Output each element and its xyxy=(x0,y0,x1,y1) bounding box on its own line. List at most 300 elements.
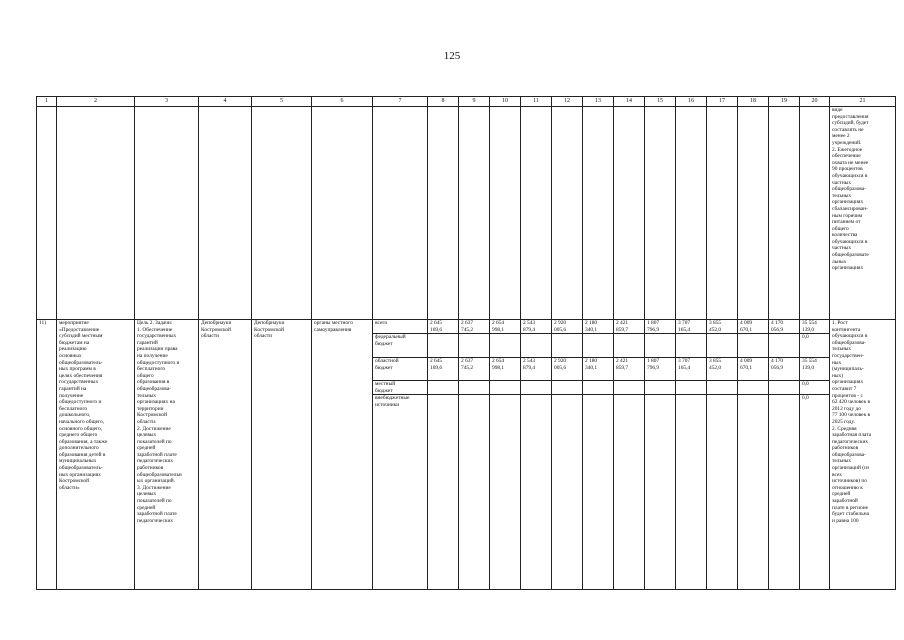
funding-source-label-line: федеральный xyxy=(375,334,406,341)
continuation-result-cell-line: охвата не менее xyxy=(832,159,869,166)
expected-results-cell-line: ных) xyxy=(832,372,843,379)
funding-value-cell xyxy=(676,334,707,358)
continuation-result-cell-line: количества xyxy=(832,232,858,239)
funding-value-cell-line: 879,4 xyxy=(523,326,536,333)
goals-cell-line: 1. Обеспечение xyxy=(137,326,173,333)
funding-value-cell xyxy=(521,358,552,381)
funding-value-cell xyxy=(614,358,645,381)
funding-value-cell xyxy=(428,395,459,590)
header-cell: 2 xyxy=(57,97,135,107)
goals-cell-line: общедоступного и xyxy=(137,359,180,366)
empty-cell xyxy=(521,107,552,320)
empty-cell xyxy=(199,107,252,320)
header-cell: 17 xyxy=(707,97,738,107)
empty-cell xyxy=(552,107,583,320)
empty-cell xyxy=(676,107,707,320)
co-executor-cell-line: Костромской xyxy=(254,326,284,333)
funding-value-cell xyxy=(490,381,521,395)
funding-value-cell xyxy=(614,395,645,590)
goals-cell-line: заработной плате xyxy=(137,511,177,518)
header-cell: 4 xyxy=(199,97,252,107)
continuation-result-cell-line: 2. Ежегодное xyxy=(832,146,863,153)
goals-cell-line: работников xyxy=(137,465,164,472)
funding-value-cell xyxy=(552,358,583,381)
funding-value-cell xyxy=(428,358,459,381)
funding-value-cell-line: 340,1 xyxy=(585,326,598,333)
funding-value-cell xyxy=(800,395,830,590)
goals-cell-line: показателей по xyxy=(137,438,172,445)
funding-source-label-line: местный xyxy=(375,381,396,388)
funding-value-cell xyxy=(645,381,676,395)
funding-value-cell-line: 998,1 xyxy=(492,326,505,333)
expected-results-cell-line: и равна 100 xyxy=(832,517,859,524)
funding-value-cell xyxy=(552,320,583,334)
measure-name-cell-line: основных xyxy=(59,352,82,359)
funding-value-cell xyxy=(521,395,552,590)
continuation-result-cell-line: сбалансирован- xyxy=(832,205,868,212)
participants-cell xyxy=(312,320,373,590)
expected-results-cell-line: ных xyxy=(832,359,842,366)
continuation-result-cell-line: частных xyxy=(832,179,852,186)
funding-value-cell xyxy=(800,358,830,381)
funding-value-cell-line: 340,1 xyxy=(585,364,598,371)
funding-value-cell xyxy=(645,358,676,381)
funding-value-cell-line: 005,6 xyxy=(554,364,567,371)
goals-cell-line: показателей по xyxy=(137,498,172,505)
goals-cell-line: средней xyxy=(137,445,156,452)
funding-value-cell xyxy=(459,395,490,590)
funding-value-cell-line: 0,0 xyxy=(802,395,809,402)
header-cell: 7 xyxy=(373,97,428,107)
continuation-result-cell-line: питанием от xyxy=(832,219,861,226)
header-cell: 19 xyxy=(769,97,800,107)
funding-value-cell-line: 2 654 xyxy=(492,320,505,326)
funding-value-cell-line: 169,6 xyxy=(430,326,443,333)
responsible-executor-cell-line: области xyxy=(201,333,220,340)
goals-cell-line: заработной плате xyxy=(137,451,177,458)
continuation-row xyxy=(37,107,896,320)
funding-source-label-line: бюджет xyxy=(375,387,393,394)
funding-value-cell xyxy=(521,334,552,358)
expected-results-cell-line: процентов - с xyxy=(832,392,863,399)
empty-cell xyxy=(459,107,490,320)
continuation-result-cell xyxy=(830,107,896,320)
funding-value-cell xyxy=(800,381,830,395)
measure-name-cell-line: реализацию xyxy=(59,346,87,353)
funding-value-cell xyxy=(769,395,800,590)
expected-results-cell-line: 77 100 человек в xyxy=(832,412,871,419)
header-cell: 13 xyxy=(583,97,614,107)
header-cell: 1 xyxy=(37,97,57,107)
funding-source-label-line: источники xyxy=(375,401,400,408)
goals-cell-line: ых организаций. xyxy=(137,478,175,485)
expected-results-cell-line: государствен- xyxy=(832,352,864,359)
funding-value-cell-line: 1 807 xyxy=(647,358,660,365)
expected-results-cell-line: тельных xyxy=(832,458,852,465)
funding-value-cell xyxy=(707,358,738,381)
header-cell: 5 xyxy=(252,97,312,107)
continuation-result-cell-line: обеспечение xyxy=(832,153,861,160)
expected-results-cell-line: отношению к xyxy=(832,484,863,491)
funding-value-cell xyxy=(738,334,769,358)
empty-cell xyxy=(135,107,199,320)
expected-results-cell-line: (муниципаль- xyxy=(832,366,864,373)
funding-value-cell xyxy=(614,381,645,395)
expected-results-cell-line: 2. Средняя xyxy=(832,425,857,432)
funding-source-label xyxy=(373,320,428,334)
goals-cell-line: организациях на xyxy=(137,399,175,406)
funding-value-cell xyxy=(459,334,490,358)
funding-value-cell-line: 3 707 xyxy=(678,320,691,326)
co-executor-cell-line: области xyxy=(254,333,273,340)
goals-cell-line: области. xyxy=(137,418,157,425)
empty-cell xyxy=(583,107,614,320)
funding-value-cell-line: 998,1 xyxy=(492,364,505,371)
goals-cell-line: бесплатного xyxy=(137,366,166,373)
measure-name-cell-line: муниципальных xyxy=(59,458,97,465)
funding-value-cell xyxy=(676,395,707,590)
responsible-executor-cell-line: Костромской xyxy=(201,326,231,333)
empty-cell xyxy=(614,107,645,320)
continuation-result-cell-line: учреждений. xyxy=(832,139,862,146)
expected-results-cell-line: общеобразова- xyxy=(832,451,866,458)
measure-name-cell-line: Костромской xyxy=(59,478,89,485)
measure-name-cell-line: общедоступного и xyxy=(59,399,102,406)
funding-value-cell xyxy=(645,334,676,358)
funding-source-label-line: бюджет xyxy=(375,340,393,347)
funding-row xyxy=(37,320,896,334)
funding-value-cell-line: 0,0 xyxy=(802,334,809,341)
funding-value-cell-line: 670,1 xyxy=(740,364,753,371)
header-cell: 21 xyxy=(830,97,896,107)
participants-cell-line: самоуправления xyxy=(314,326,352,333)
expected-results-cell-line: педагогических xyxy=(832,438,869,445)
measure-name-cell-line: бесплатного xyxy=(59,405,88,412)
continuation-result-cell-line: общеобразовате xyxy=(832,252,869,259)
funding-value-cell xyxy=(738,381,769,395)
measure-name-cell-line: начального общего, xyxy=(59,418,105,425)
funding-value-cell-line: 2 180 xyxy=(585,358,598,365)
header-cell: 3 xyxy=(135,97,199,107)
expected-results-cell-line: заработной xyxy=(832,498,858,505)
goals-cell-line: педагогических xyxy=(137,458,174,465)
funding-value-cell xyxy=(738,320,769,334)
expected-results-cell-line: контингента xyxy=(832,326,861,333)
continuation-result-cell-line: тельных xyxy=(832,192,852,199)
funding-value-cell xyxy=(707,395,738,590)
funding-value-cell-line: 2 920 xyxy=(554,358,567,365)
funding-value-cell xyxy=(459,358,490,381)
funding-value-cell xyxy=(676,381,707,395)
goals-cell-line: целевых xyxy=(137,491,157,498)
measure-name-cell-line: образования, а также xyxy=(59,438,108,445)
measure-name-cell-line: дошкольного, xyxy=(59,412,91,419)
funding-value-cell xyxy=(521,320,552,334)
measure-name-cell-line: среднего общего xyxy=(59,432,98,439)
continuation-result-cell-line: льных xyxy=(832,258,847,265)
funding-value-cell xyxy=(552,334,583,358)
expected-results-cell-line: работников xyxy=(832,445,859,452)
funding-value-cell-line: 796,9 xyxy=(647,364,660,371)
funding-value-cell xyxy=(428,381,459,395)
funding-value-cell xyxy=(738,395,769,590)
continuation-result-cell-line: виде xyxy=(832,107,843,113)
funding-source-label xyxy=(373,381,428,395)
expected-results-cell-line: тельных xyxy=(832,346,852,353)
goals-cell-line: педагогических xyxy=(137,517,174,524)
expected-results-cell-line: плате в регионе xyxy=(832,504,868,511)
measure-name-cell-line: гарантий на xyxy=(59,385,87,392)
measure-name-cell-line: государственных xyxy=(59,379,99,386)
funding-value-cell-line: 165,4 xyxy=(678,326,691,333)
funding-value-cell-line: 452,0 xyxy=(709,364,722,371)
goals-cell-line: гарантий xyxy=(137,339,158,346)
measure-name-cell-line: бюджетам на xyxy=(59,339,90,346)
measure-name-cell-line: ных программ в xyxy=(59,366,96,373)
funding-value-cell-line: 2 543 xyxy=(523,358,536,365)
funding-value-cell-line: 4 009 xyxy=(740,358,753,365)
funding-value-cell-line: 670,1 xyxy=(740,326,753,333)
funding-value-cell-line: 452,0 xyxy=(709,326,722,333)
funding-value-cell xyxy=(583,358,614,381)
continuation-result-cell-line: обучающихся в xyxy=(832,238,868,245)
funding-value-cell-line: 859,7 xyxy=(616,364,629,371)
funding-value-cell-line: 2 645 xyxy=(430,358,443,365)
goals-cell-line: государственных xyxy=(137,333,177,340)
funding-value-cell-line: 2 637 xyxy=(461,320,474,326)
funding-source-label xyxy=(373,334,428,358)
header-cell: 16 xyxy=(676,97,707,107)
header-cell: 11 xyxy=(521,97,552,107)
funding-value-cell-line: 3 855 xyxy=(709,320,722,326)
measure-name-cell-line: субсидий местным xyxy=(59,333,103,340)
funding-value-cell-line: 2 637 xyxy=(461,358,474,365)
continuation-result-cell-line: организациях xyxy=(832,199,864,206)
funding-value-cell xyxy=(645,320,676,334)
empty-cell xyxy=(707,107,738,320)
funding-value-cell-line: 879,4 xyxy=(523,364,536,371)
expected-results-cell-line: 2012 году до xyxy=(832,405,861,412)
funding-value-cell xyxy=(552,395,583,590)
empty-cell xyxy=(57,107,135,320)
funding-value-cell xyxy=(707,334,738,358)
funding-value-cell xyxy=(707,381,738,395)
continuation-result-cell-line: ным горячим xyxy=(832,212,863,219)
expected-results-cell-line: обучающихся в xyxy=(832,333,868,340)
funding-value-cell xyxy=(800,320,830,334)
funding-value-cell xyxy=(676,320,707,334)
measure-name-cell-line: целях обеспечения xyxy=(59,372,103,379)
expected-results-cell-line: организациях xyxy=(832,379,864,386)
funding-value-cell-line: 35 554 xyxy=(802,358,817,365)
empty-cell xyxy=(800,107,830,320)
measure-name-cell-line: общеобразователь- xyxy=(59,465,103,472)
funding-value-cell-line: 1 807 xyxy=(647,320,660,326)
funding-value-cell-line: 2 421 xyxy=(616,358,629,365)
funding-value-cell xyxy=(490,395,521,590)
expected-results-cell-line: 2025 году. xyxy=(832,418,855,425)
funding-value-cell-line: 005,6 xyxy=(554,326,567,333)
funding-value-cell-line: 165,4 xyxy=(678,364,691,371)
continuation-result-cell-line: общего xyxy=(832,225,849,232)
funding-value-cell-line: 2 654 xyxy=(492,358,505,365)
funding-value-cell xyxy=(769,320,800,334)
page-number: 125 xyxy=(443,50,461,62)
measure-name-cell-line: дополнительного xyxy=(59,445,99,452)
expected-results-cell-line: 62 420 человек в xyxy=(832,399,871,406)
measure-name-cell xyxy=(57,320,135,590)
goals-cell-line: на получение xyxy=(137,352,168,359)
expected-results-cell xyxy=(830,320,896,590)
continuation-result-cell-line: обучающихся в xyxy=(832,172,868,179)
expected-results-cell-line: источников) по xyxy=(832,478,867,485)
responsible-executor-cell xyxy=(199,320,252,590)
empty-cell xyxy=(645,107,676,320)
continuation-result-cell-line: общеобразова- xyxy=(832,186,866,193)
funding-value-cell xyxy=(521,381,552,395)
funding-value-cell xyxy=(583,395,614,590)
funding-value-cell-line: 2 421 xyxy=(616,320,629,326)
header-cell: 20 xyxy=(800,97,830,107)
funding-value-cell-line: 859,7 xyxy=(616,326,629,333)
continuation-result-cell-line: организациях xyxy=(832,265,864,272)
funding-value-cell-line: 0,0 xyxy=(802,381,809,388)
funding-value-cell-line: 4 170 xyxy=(771,358,784,365)
measure-name-cell-line: образования детей в xyxy=(59,451,106,458)
funding-value-cell-line: 169,6 xyxy=(430,364,443,371)
measure-name-cell-line: области» xyxy=(59,484,80,491)
expected-results-cell-line: общеобразова- xyxy=(832,339,866,346)
empty-cell xyxy=(373,107,428,320)
funding-value-cell-line: 2 543 xyxy=(523,320,536,326)
empty-cell xyxy=(428,107,459,320)
measure-name-cell-line: «Предоставление xyxy=(59,326,100,333)
funding-value-cell xyxy=(490,320,521,334)
empty-cell xyxy=(490,107,521,320)
goals-cell-line: средней xyxy=(137,504,156,511)
expected-results-cell-line: заработная плата xyxy=(832,432,872,439)
funding-value-cell-line: 2 180 xyxy=(585,320,598,326)
empty-cell xyxy=(738,107,769,320)
program-table xyxy=(36,96,896,590)
header-cell: 18 xyxy=(738,97,769,107)
funding-value-cell xyxy=(769,358,800,381)
funding-value-cell xyxy=(676,358,707,381)
co-executor-cell xyxy=(252,320,312,590)
funding-value-cell-line: 139,0 xyxy=(802,364,815,371)
continuation-result-cell-line: частных xyxy=(832,245,852,252)
continuation-result-cell-line: предоставления xyxy=(832,113,869,120)
funding-value-cell xyxy=(645,395,676,590)
funding-value-cell xyxy=(459,320,490,334)
goals-cell-line: Костромской xyxy=(137,412,167,419)
goals-cell xyxy=(135,320,199,590)
funding-value-cell-line: 35 554 xyxy=(802,320,817,326)
funding-value-cell-line: 3 707 xyxy=(678,358,691,365)
header-cell: 6 xyxy=(312,97,373,107)
funding-source-label-line: бюджет xyxy=(375,364,393,371)
funding-value-cell xyxy=(614,334,645,358)
measure-name-cell-line: общеобразователь- xyxy=(59,359,103,366)
participants-cell-line: органы местного xyxy=(314,320,353,326)
header-row xyxy=(37,97,896,107)
funding-value-cell xyxy=(459,381,490,395)
goals-cell-line: целевых xyxy=(137,432,157,439)
expected-results-cell-line: будет стабильна xyxy=(832,511,869,518)
empty-cell xyxy=(769,107,800,320)
funding-value-cell xyxy=(738,358,769,381)
funding-source-label xyxy=(373,358,428,381)
row-number: 11) xyxy=(37,320,57,590)
goals-cell-line: общеобразовательн xyxy=(137,471,182,478)
goals-cell-line: реализации права xyxy=(137,346,178,353)
continuation-result-cell-line: менее 2 xyxy=(832,133,850,140)
empty-cell xyxy=(37,107,57,320)
header-cell: 12 xyxy=(552,97,583,107)
header-cell: 8 xyxy=(428,97,459,107)
funding-value-cell-line: 2 920 xyxy=(554,320,567,326)
empty-cell xyxy=(312,107,373,320)
expected-results-cell-line: организаций (из xyxy=(832,465,870,472)
funding-value-cell xyxy=(490,334,521,358)
goals-cell-line: 2. Достижение xyxy=(137,425,171,432)
funding-value-cell xyxy=(707,320,738,334)
header-cell: 14 xyxy=(614,97,645,107)
goals-cell-line: территории xyxy=(137,405,164,412)
funding-value-cell xyxy=(428,334,459,358)
expected-results-cell-line: 1. Рост xyxy=(832,320,848,326)
funding-value-cell xyxy=(490,358,521,381)
funding-value-cell-line: 745,2 xyxy=(461,364,474,371)
funding-value-cell-line: 3 855 xyxy=(709,358,722,365)
goals-cell-line: 3. Достижение xyxy=(137,484,171,491)
continuation-result-cell-line: 90 процентов xyxy=(832,166,863,173)
measure-name-cell-line: получение xyxy=(59,392,84,399)
funding-source-label-line: областной xyxy=(375,358,399,365)
funding-value-cell-line: 2 645 xyxy=(430,320,443,326)
measure-name-cell-line: основного общего, xyxy=(59,425,103,432)
funding-value-cell xyxy=(428,320,459,334)
funding-source-label-line: всего xyxy=(375,320,388,326)
goals-cell-line: Цель 2. Задачи: xyxy=(137,320,173,326)
funding-source-label-line: внебюджетные xyxy=(375,395,410,402)
empty-cell xyxy=(252,107,312,320)
funding-source-label xyxy=(373,395,428,590)
expected-results-cell-line: всех xyxy=(832,471,842,478)
funding-value-cell xyxy=(583,334,614,358)
responsible-executor-cell-line: Депобрнауки xyxy=(201,320,232,326)
co-executor-cell-line: Депобрнауки xyxy=(254,320,285,326)
goals-cell-line: общеобразова- xyxy=(137,385,171,392)
funding-value-cell xyxy=(583,381,614,395)
funding-value-cell-line: 4 009 xyxy=(740,320,753,326)
header-cell: 15 xyxy=(645,97,676,107)
funding-value-cell-line: 745,2 xyxy=(461,326,474,333)
goals-cell-line: тельных xyxy=(137,392,157,399)
funding-value-cell xyxy=(800,334,830,358)
funding-value-cell-line: 139,0 xyxy=(802,326,815,333)
funding-value-cell xyxy=(583,320,614,334)
header-cell: 9 xyxy=(459,97,490,107)
expected-results-cell-line: составит 7 xyxy=(832,385,857,392)
funding-value-cell-line: 4 170 xyxy=(771,320,784,326)
continuation-result-cell-line: составлять не xyxy=(832,126,864,133)
funding-value-cell-line: 056,9 xyxy=(771,364,784,371)
goals-cell-line: общего xyxy=(137,372,154,379)
continuation-result-cell-line: субсидий, будет xyxy=(832,120,869,127)
expected-results-cell-line: средней xyxy=(832,491,851,498)
goals-cell-line: образования в xyxy=(137,379,170,386)
